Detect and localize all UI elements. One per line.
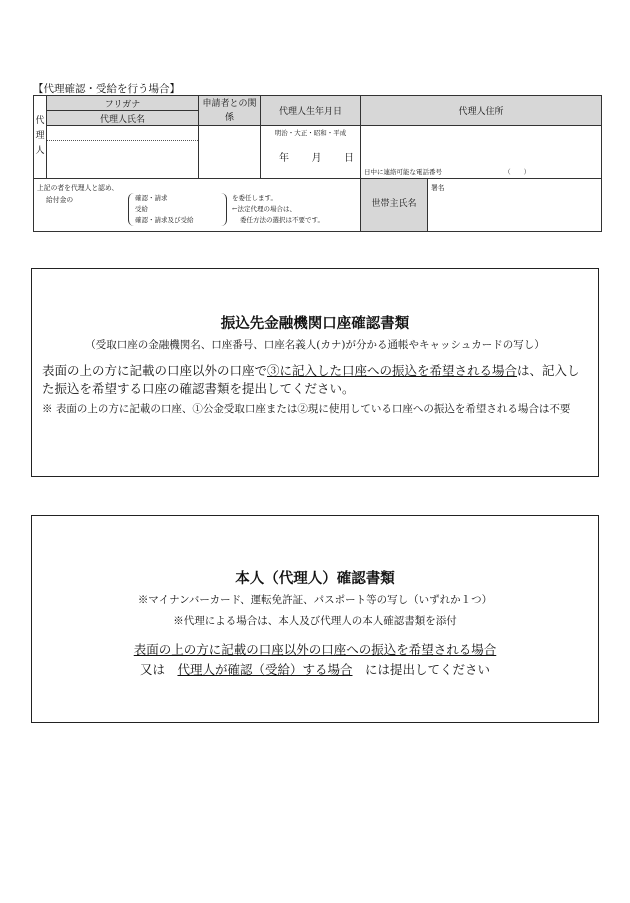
birthdate-header: 代理人生年月日 [261,96,361,126]
phone-label: 日中に連絡可能な電話番号 （ ） [364,167,531,176]
delegation-cell [34,178,361,231]
delegation-options[interactable] [128,193,194,226]
year-label: 年 [279,153,289,165]
id-box-line2: ※代理による場合は、本人及び代理人の本人確認書類を添付 [173,615,457,627]
proxy-table [33,95,602,232]
furigana-header: フリガナ [47,96,199,111]
proxy-name-header: 代理人氏名 [47,111,199,126]
id-box-line1: ※マイナンバーカード、運転免許証、パスポート等の写し（いずれか１つ） [137,594,493,606]
era-options: 明治・大正・昭和・平成 [274,129,347,138]
birthdate-field[interactable] [261,126,361,178]
delegation-note: を委任します。 ←法定代理の場合は、 委任方法の選択は不要です。 [232,193,324,224]
relation-header: 申請者との関係 [199,96,261,126]
options-bracket [220,193,227,226]
bank-account-document-box [31,268,599,477]
signature-field[interactable] [428,178,602,231]
relation-field[interactable] [199,126,261,178]
benefit-label: 給付金の [46,195,74,204]
bank-box-note: ※ 表面の上の方に記載の口座、①公金受取口座または②現に使用している口座への振込を希望される場合は不要 [42,403,571,415]
delegation-line: 上記の者を代理人と認め、 [37,183,119,192]
proxy-side-label: 代 理 人 [34,96,47,179]
id-box-line3: 表面の上の方に記載の口座以外の口座への振込を希望される場合 [133,642,497,657]
option-both[interactable]: 確認・請求及び受給 [135,215,194,224]
household-head-label: 世帯主氏名 [361,178,428,231]
identity-document-box [31,515,599,723]
proxy-section-title: 【代理確認・受給を行う場合】 [33,83,180,95]
signature-label: 署名 [431,183,445,192]
day-label: 日 [344,153,354,165]
month-label: 月 [311,153,322,165]
id-box-line4: 又は 代理人が確認（受給）する場合 には提出してください [139,662,491,677]
option-confirm-claim[interactable]: 確認・請求 [135,193,168,202]
id-box-title: 本人（代理人）確認書類 [235,570,395,587]
address-field[interactable] [361,126,602,178]
address-header: 代理人住所 [361,96,602,126]
proxy-name-field[interactable] [47,141,198,177]
bank-box-body: 表面の上の方に記載の口座以外の口座で③に記入した口座への振込を希望される場合は、記入した振込を希望する口座の確認書類を提出してください。 [42,363,580,396]
bank-box-title: 振込先金融機関口座確認書類 [220,315,410,332]
option-receive[interactable]: 受給 [135,204,148,213]
bank-box-subtitle: （受取口座の金融機関名、口座番号、口座名義人(カナ)が分かる通帳やキャッシュカードの写し） [85,339,545,351]
furigana-field[interactable] [47,126,198,141]
